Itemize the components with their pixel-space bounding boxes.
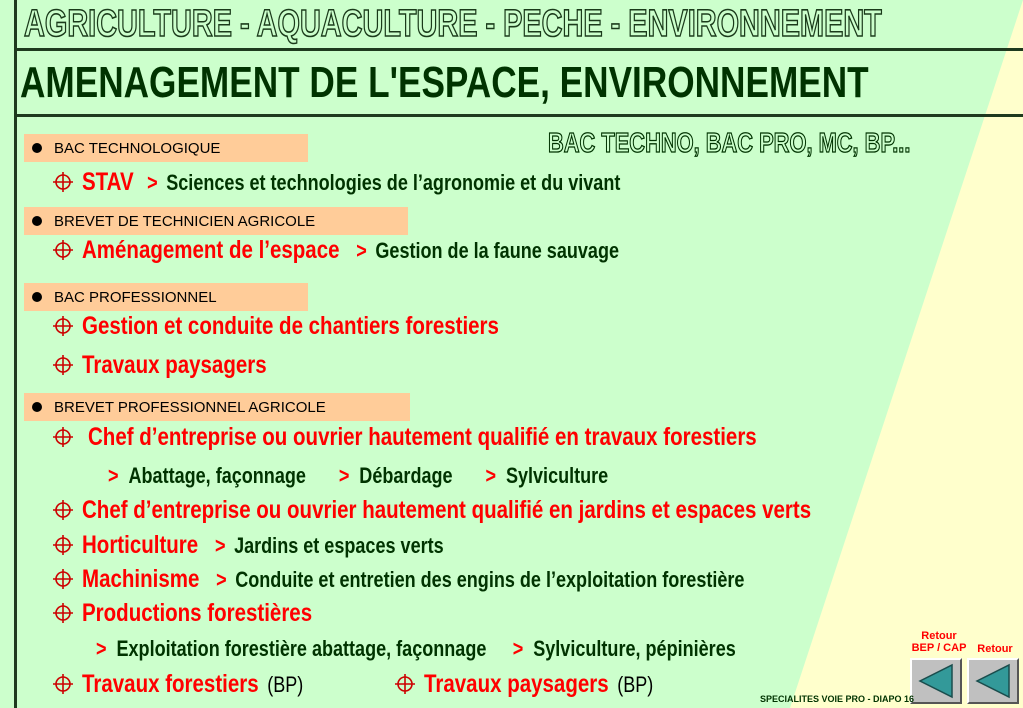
bullet-icon <box>32 292 42 302</box>
back-arrow-icon <box>912 660 960 702</box>
list-item <box>52 349 307 381</box>
list-item <box>394 668 704 700</box>
option-label: Sylviculture, pépinières <box>533 636 736 661</box>
item-separator: > <box>147 169 158 195</box>
header-rule-1 <box>14 48 1023 51</box>
bullet-icon <box>32 143 42 153</box>
section-bta <box>24 207 408 235</box>
item-detail: Gestion de la faune sauvage <box>375 237 620 263</box>
list-item <box>52 597 363 629</box>
option-marker: > <box>96 636 107 661</box>
back-bep-cap-label: Retour BEP / CAP <box>911 630 967 654</box>
item-suffix: (BP) <box>617 671 654 697</box>
item-detail: Sciences et technologies de l’agronomie et du vivant <box>166 169 621 195</box>
option-label: Abattage, façonnage <box>128 463 306 488</box>
item-suffix: (BP) <box>267 671 304 697</box>
item-name: Gestion et conduite de chantiers forestiers <box>82 311 499 340</box>
item-separator: > <box>214 532 226 558</box>
header-title-top: AGRICULTURE - AQUACULTURE - PECHE - ENVIRONNEMENT <box>24 3 882 45</box>
item-name: Machinisme <box>82 564 200 593</box>
item-name: Aménagement de l’espace <box>82 235 340 264</box>
list-item <box>52 166 739 198</box>
item-name: Travaux forestiers <box>82 669 259 698</box>
item-detail: Jardins et espaces verts <box>234 532 444 558</box>
section-bpa <box>24 393 410 421</box>
target-bullet-icon <box>52 673 74 695</box>
list-item <box>52 563 890 595</box>
item-separator: > <box>356 237 367 263</box>
target-bullet-icon <box>52 426 74 448</box>
target-bullet-icon <box>52 315 74 337</box>
item-detail: Conduite et entretien des engins de l’exploitation forestière <box>235 566 745 592</box>
option-label: Débardage <box>359 463 453 488</box>
item-name: Travaux paysagers <box>82 350 267 379</box>
back-bep-cap-button[interactable] <box>910 658 962 704</box>
footer-slide-label: SPECIALITES VOIE PRO - DIAPO 16 <box>760 694 915 704</box>
list-item <box>52 529 523 561</box>
item-name: Travaux paysagers <box>424 669 609 698</box>
list-item <box>52 494 971 526</box>
list-item <box>52 234 737 266</box>
item-name: Productions forestières <box>82 598 313 627</box>
target-bullet-icon <box>394 673 416 695</box>
target-bullet-icon <box>52 568 74 590</box>
header-rule-2 <box>14 114 1023 117</box>
page-subtitle: BAC TECHNO, BAC PRO, MC, BP... <box>548 127 911 158</box>
option-row <box>108 460 718 492</box>
bullet-icon <box>32 216 42 226</box>
item-name: STAV <box>82 167 134 196</box>
section-label: BREVET PROFESSIONNEL AGRICOLE <box>54 398 326 416</box>
option-marker: > <box>512 636 524 661</box>
target-bullet-icon <box>52 354 74 376</box>
item-name: Chef d’entreprise ou ouvrier hautement qualifié en jardins et espaces verts <box>82 495 812 524</box>
option-marker: > <box>485 463 497 488</box>
back-button[interactable] <box>967 658 1019 704</box>
option-label: Sylviculture <box>505 463 609 488</box>
option-row <box>96 633 876 665</box>
item-name: Chef d’entreprise ou ouvrier hautement qualifié en travaux forestiers <box>88 422 757 451</box>
bullet-icon <box>32 402 42 412</box>
section-label: BAC PROFESSIONNEL <box>54 288 217 306</box>
list-item <box>52 668 352 700</box>
target-bullet-icon <box>52 602 74 624</box>
back-label: Retour <box>977 643 1013 655</box>
target-bullet-icon <box>52 534 74 556</box>
section-label: BAC TECHNOLOGIQUE <box>54 139 221 157</box>
target-bullet-icon <box>52 171 74 193</box>
section-label: BREVET DE TECHNICIEN AGRICOLE <box>54 212 316 230</box>
list-item <box>52 310 590 342</box>
option-marker: > <box>338 463 350 488</box>
vertical-rule <box>14 0 17 708</box>
section-bac-technologique <box>24 134 308 162</box>
option-label: Exploitation forestière abattage, façonnage <box>116 636 487 661</box>
option-marker: > <box>108 463 119 488</box>
item-name: Horticulture <box>82 530 199 559</box>
page-title: AMENAGEMENT DE L'ESPACE, ENVIRONNEMENT <box>20 58 869 107</box>
item-separator: > <box>216 566 227 592</box>
back-arrow-icon <box>969 660 1017 702</box>
target-bullet-icon <box>52 239 74 261</box>
target-bullet-icon <box>52 499 74 521</box>
list-item <box>52 421 904 453</box>
section-bac-pro <box>24 283 308 311</box>
